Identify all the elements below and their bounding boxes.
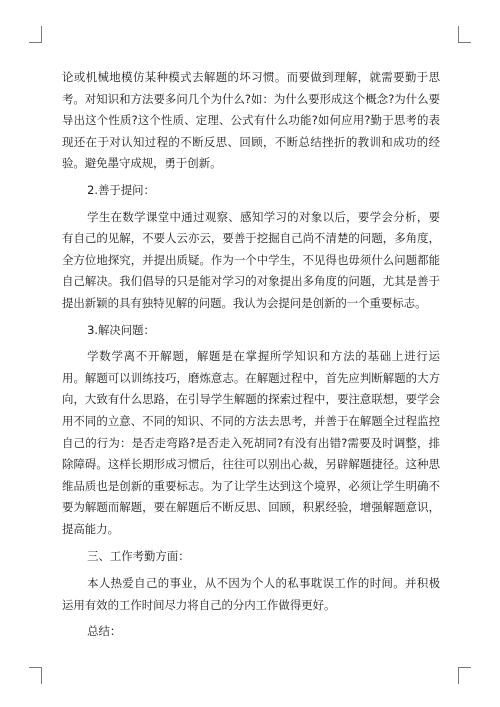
heading-ask-questions: 2.善于提问： bbox=[87, 182, 155, 197]
paragraph-attendance: 本人热爱自己的事业，从不因为个人的私事耽误工作的时间。并积极运用有效的工作时间尽力将自己的分内工作做得更好。 bbox=[62, 576, 440, 612]
heading-summary: 总结： bbox=[87, 624, 122, 639]
paragraph-reflection: 论或机械地模仿某种模式去解题的坏习惯。而要做到理解，就需要勤于思考。对知识和方法要多问几个为什么?如：为什么要形成这个概念?为什么要导出这个性质?这个性质、定理、公式有什么功能?如何应用?勤于思考的表现还在于对认知过程的不断反思、回顾，不断总结挫折的教训和成功的经验。避免墨守成规，勇于创新。 bbox=[62, 70, 440, 171]
crop-mark-top-right bbox=[458, 26, 471, 43]
heading-solve-problems: 3.解决问题： bbox=[87, 322, 155, 337]
document-body bbox=[62, 67, 440, 643]
crop-mark-top-left bbox=[29, 26, 42, 43]
paragraph-solve-problems: 学数学离不开解题，解题是在掌握所学知识和方法的基础上进行运用。解题可以训练技巧，磨炼意志。在解题过程中，首先应判断解题的大方向，大致有什么思路，在引导学生解题的探索过程中，要注意联想，要学会用不同的立意、不同的知识、不同的方法去思考，并善于在解题全过程监控自己的行为：是否走弯路?是否走入死胡同?有没有出错?需要及时调整，排除障碍。这样长期形成习惯后，往往可以别出心裁，另辟解题捷径。这种思维品质也是创新的重要标志。为了让学生达到这个境界，必须让学生明确不要为解题而解题，要在解题后不断反思、回顾，积累经验，增强解题意识，提高能力。 bbox=[62, 349, 440, 536]
paragraph-ask-questions: 学生在数学课堂中通过观察、感知学习的对象以后，要学会分析，要有自己的见解，不要人云亦云，要善于挖掘自己尚不清楚的问题，多角度，全方位地探究，并提出质疑。作为一个中学生，不见得也毋须什么问题都能自己解决。我们倡导的只是能对学习的对象提出多角度的问题，尤其是善于提出新颖的具有独特见解的问题。我认为会提问是创新的一个重要标志。 bbox=[62, 209, 440, 310]
crop-mark-bottom-right bbox=[458, 667, 471, 684]
heading-attendance: 三、工作考勤方面： bbox=[87, 549, 190, 564]
crop-mark-bottom-left bbox=[29, 667, 42, 684]
